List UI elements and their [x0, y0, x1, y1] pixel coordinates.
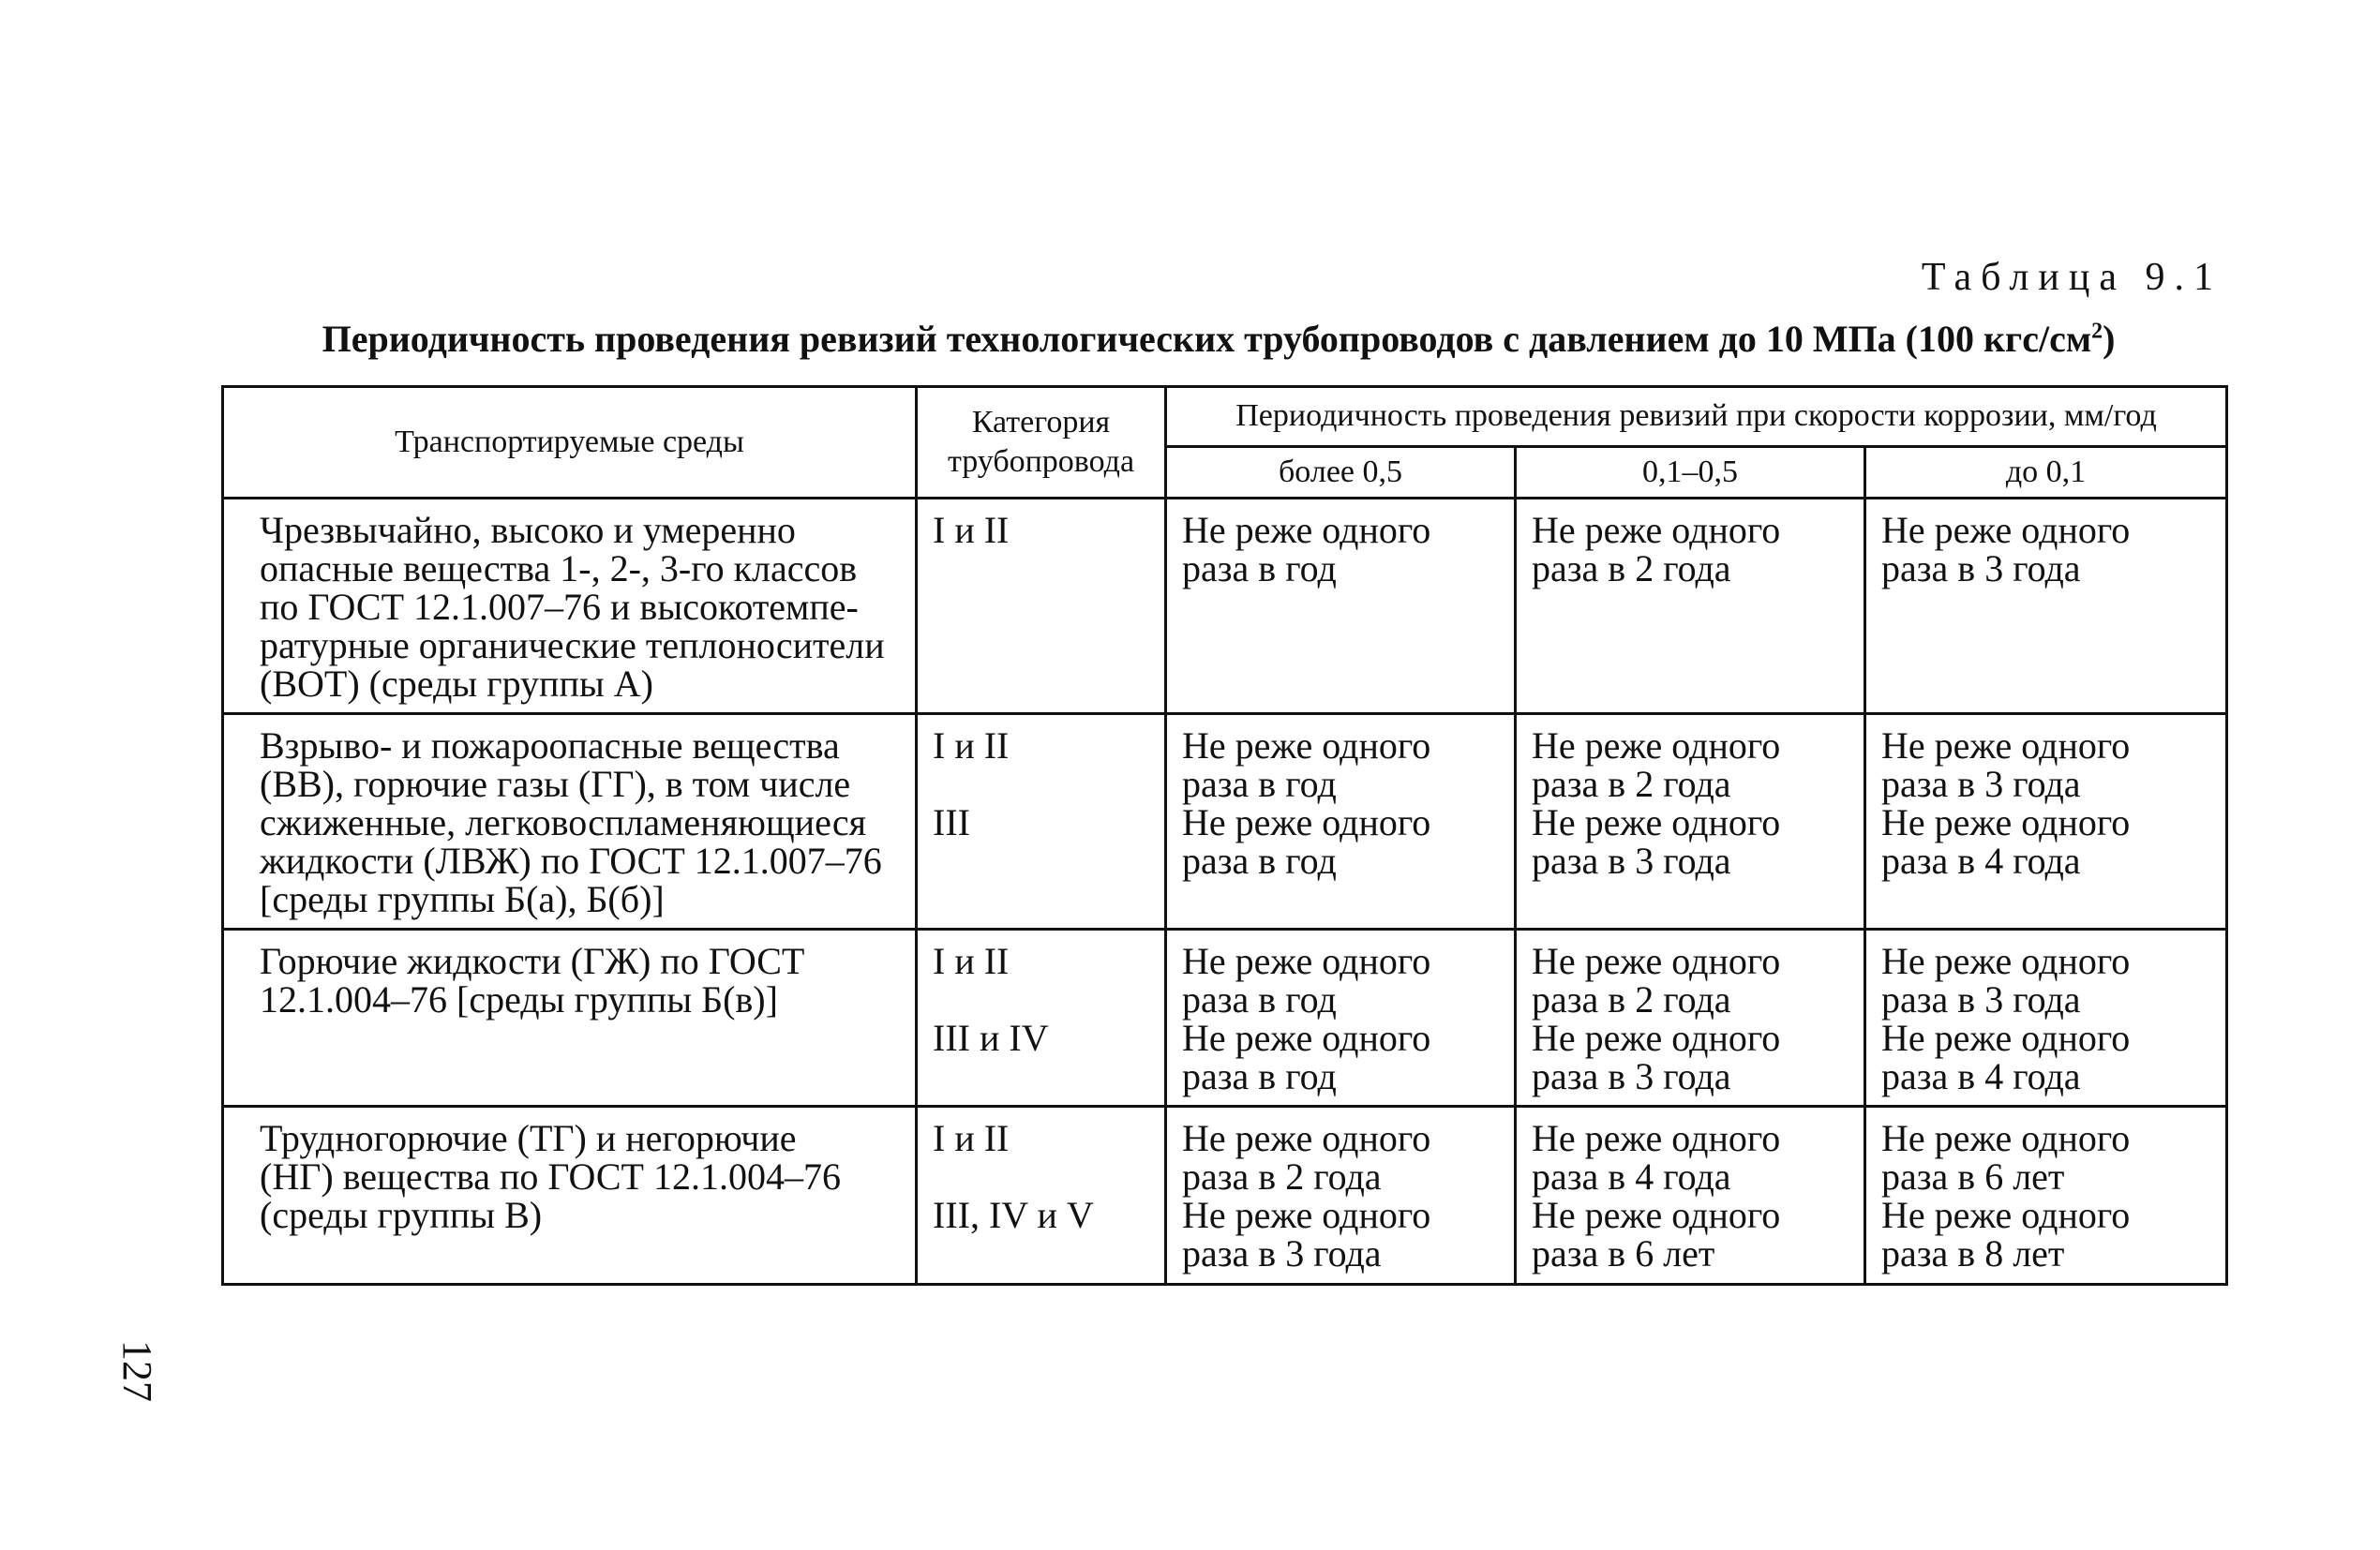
media-cell [223, 714, 917, 930]
frequency-line: раза в год [1182, 547, 1337, 589]
frequency-line: Не реже одного [1881, 724, 2131, 767]
frequency-line: раза в год [1182, 840, 1337, 882]
frequency-line: Не реже одного [1182, 1194, 1431, 1236]
frequency-line: раза в год [1182, 1055, 1337, 1097]
header-frequency: Периодичность проведения ревизий при скорости коррозии, мм/год [1166, 387, 2227, 447]
frequency-cell [1865, 930, 2227, 1107]
media-line: (НГ) вещества по ГОСТ 12.1.004–76 [260, 1155, 841, 1198]
frequency-cell [1516, 930, 1865, 1107]
frequency-line: раза в 2 года [1532, 547, 1731, 589]
frequency-line: Не реже одного [1182, 801, 1431, 843]
frequency-line: раза в 2 года [1182, 1155, 1382, 1198]
frequency-line: раза в 3 года [1532, 1055, 1731, 1097]
category-value: III, IV и V [933, 1194, 1094, 1236]
media-line: (ВВ), горючие газы (ГГ), в том числе [260, 763, 851, 805]
frequency-cell [1865, 1107, 2227, 1285]
media-line: Трудногорючие (ТГ) и негорючие [260, 1117, 797, 1159]
category-cell [917, 499, 1166, 714]
frequency-line: раза в 2 года [1532, 978, 1731, 1021]
frequency-line: раза в 3 года [1881, 547, 2081, 589]
table-label: Таблица 9.1 [1921, 256, 2223, 299]
frequency-line: раза в год [1182, 978, 1337, 1021]
frequency-line: раза в 8 лет [1881, 1232, 2065, 1274]
header-rate-2: 0,1–0,5 [1516, 447, 1865, 499]
frequency-line: раза в 6 лет [1881, 1155, 2065, 1198]
frequency-line: Не реже одного [1881, 509, 2131, 551]
media-line: жидкости (ЛВЖ) по ГОСТ 12.1.007–76 [260, 840, 882, 882]
header-rate-1: более 0,5 [1166, 447, 1516, 499]
category-cell [917, 714, 1166, 930]
header-rate-3: до 0,1 [1865, 447, 2227, 499]
media-line: 12.1.004–76 [среды группы Б(в)] [260, 978, 778, 1021]
frequency-line: раза в 4 года [1881, 840, 2081, 882]
media-line: ратурные органические теплоносители [260, 624, 885, 666]
media-line: опасные вещества 1-, 2-, 3-го классов [260, 547, 858, 589]
frequency-cell [1865, 714, 2227, 930]
revision-table [221, 385, 2228, 1286]
media-cell [223, 499, 917, 714]
frequency-line: раза в 2 года [1532, 763, 1731, 805]
category-cell [917, 930, 1166, 1107]
media-line: сжиженные, легковоспламеняющиеся [260, 801, 866, 843]
frequency-line: Не реже одного [1881, 801, 2131, 843]
media-line: [среды группы Б(а), Б(б)] [260, 878, 665, 920]
page-number: 127 [114, 1340, 160, 1402]
table-row [223, 714, 2227, 930]
frequency-line: Не реже одного [1532, 801, 1781, 843]
table-row [223, 930, 2227, 1107]
category-cell [917, 1107, 1166, 1285]
table-title-text: Периодичность проведения ревизий технологических трубопроводов с давлением до 10 МПа (100 кгс/см [322, 318, 2092, 360]
media-cell [223, 1107, 917, 1285]
frequency-line: Не реже одного [1532, 940, 1781, 982]
table-title-end: ) [2103, 318, 2116, 360]
frequency-line: раза в 3 года [1532, 840, 1731, 882]
header-row [223, 387, 2227, 447]
frequency-line: Не реже одного [1182, 509, 1431, 551]
frequency-cell [1516, 1107, 1865, 1285]
frequency-cell [1166, 1107, 1516, 1285]
frequency-line: Не реже одного [1881, 1117, 2131, 1159]
frequency-line: раза в год [1182, 763, 1337, 805]
frequency-line: Не реже одного [1182, 1017, 1431, 1059]
category-value: I и II [933, 509, 1010, 551]
frequency-line: Не реже одного [1182, 940, 1431, 982]
category-value: I и II [933, 724, 1010, 767]
frequency-line: раза в 4 года [1532, 1155, 1731, 1198]
media-line: Горючие жидкости (ГЖ) по ГОСТ [260, 940, 805, 982]
frequency-line: раза в 3 года [1881, 763, 2081, 805]
frequency-cell [1865, 499, 2227, 714]
category-value: I и II [933, 1117, 1010, 1159]
frequency-cell [1166, 499, 1516, 714]
frequency-cell [1166, 714, 1516, 930]
category-value: I и II [933, 940, 1010, 982]
frequency-line: Не реже одного [1182, 724, 1431, 767]
frequency-line: Не реже одного [1881, 1017, 2131, 1059]
category-value: III и IV [933, 1017, 1049, 1059]
frequency-cell [1516, 499, 1865, 714]
media-cell [223, 930, 917, 1107]
frequency-line: Не реже одного [1532, 509, 1781, 551]
frequency-line: Не реже одного [1532, 724, 1781, 767]
frequency-line: раза в 6 лет [1532, 1232, 1715, 1274]
frequency-line: Не реже одного [1182, 1117, 1431, 1159]
frequency-cell [1516, 714, 1865, 930]
category-value: III [933, 801, 970, 843]
frequency-line: Не реже одного [1532, 1194, 1781, 1236]
media-line: (среды группы В) [260, 1194, 543, 1236]
table-row [223, 1107, 2227, 1285]
header-media: Транспортируемые среды [223, 387, 917, 499]
frequency-line: Не реже одного [1532, 1117, 1781, 1159]
frequency-line: Не реже одного [1532, 1017, 1781, 1059]
media-line: Чрезвычайно, высоко и умеренно [260, 509, 796, 551]
media-line: по ГОСТ 12.1.007–76 и высокотемпе- [260, 586, 859, 628]
frequency-line: раза в 3 года [1881, 978, 2081, 1021]
media-line: Взрыво- и пожароопасные вещества [260, 724, 840, 767]
frequency-line: Не реже одного [1881, 1194, 2131, 1236]
table-title [216, 317, 2222, 361]
table-title-superscript: 2 [2091, 319, 2103, 344]
frequency-cell [1166, 930, 1516, 1107]
media-line: (ВОТ) (среды группы А) [260, 663, 653, 705]
frequency-line: раза в 3 года [1182, 1232, 1382, 1274]
header-category: Категория трубопровода [917, 387, 1166, 499]
table-row [223, 499, 2227, 714]
frequency-line: Не реже одного [1881, 940, 2131, 982]
frequency-line: раза в 4 года [1881, 1055, 2081, 1097]
